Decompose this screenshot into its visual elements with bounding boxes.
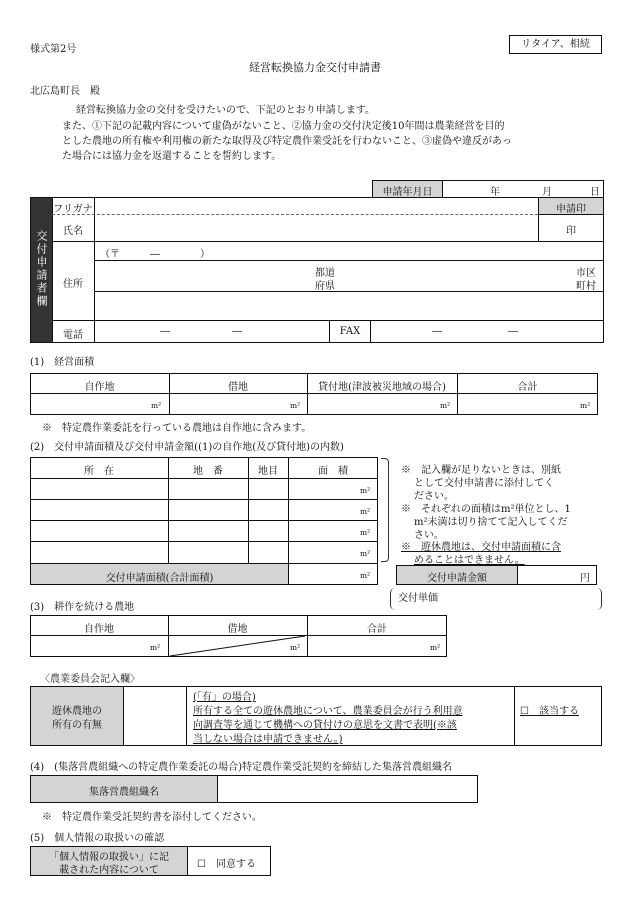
leased-land-input[interactable] — [170, 394, 288, 414]
postal-code: （〒 ― ） — [100, 249, 210, 260]
col-location: 所 在 — [84, 466, 114, 477]
committee-text-3: 向調査等を通じて機構への貸付けの意思を文書で表明(※該 — [193, 720, 457, 731]
name-label: 氏名 — [63, 226, 83, 237]
document-title: 経営転換協力金交付申請書 — [249, 61, 381, 74]
unit-m2: m² — [580, 401, 591, 410]
committee-heading: 〈農業委員会記入欄〉 — [40, 674, 140, 685]
note2-line1: ※ それぞれの面積はm²単位とし、1 — [401, 504, 571, 515]
prefecture-label-1: 都道 — [315, 268, 335, 279]
phone-label: 電話 — [63, 330, 83, 341]
unit-m2: m² — [290, 643, 301, 652]
col-own-land: 自作地 — [84, 624, 114, 635]
note3-line2: めることはできません。 — [414, 555, 525, 566]
idle-land-input[interactable] — [124, 687, 186, 745]
privacy-label-2: 載された内容について — [59, 865, 159, 876]
address-field[interactable] — [95, 261, 603, 319]
fax-dash-2: ― — [508, 326, 518, 337]
unit-m2: m² — [360, 507, 371, 516]
unit-m2: m² — [360, 486, 371, 495]
seal-label: 申請印 — [556, 204, 586, 215]
diagonal-slash — [168, 635, 307, 657]
section4-heading: (4) (集落営農組織への特定農作業委託の場合)特定農作業受託契約を締結した集落営農組織名 — [30, 762, 452, 773]
col-leased-land: 借地 — [227, 624, 248, 635]
col-total: 合計 — [517, 382, 538, 393]
date-month: 月 — [542, 187, 552, 198]
committee-text-2: 所有する全ての遊休農地について、農業委員会が行う利用意 — [193, 706, 463, 717]
section3-heading: (3) 耕作を続ける農地 — [30, 602, 135, 613]
phone-dash-1: ― — [160, 326, 170, 337]
col-total: 合計 — [367, 624, 387, 635]
amount-input[interactable] — [518, 566, 578, 584]
furigana-field[interactable] — [95, 198, 537, 214]
unit-m2: m² — [290, 401, 301, 410]
unit-m2: m² — [360, 549, 371, 558]
col-own-land: 自作地 — [84, 382, 115, 393]
unit-m2: m² — [150, 643, 161, 652]
total-area-label: 交付申請面積(合計面積) — [105, 573, 214, 584]
form-number: 様式第2号 — [30, 44, 77, 55]
intro-line-4: た場合には協力金を返還することを誓約します。 — [62, 151, 282, 162]
note2-line3: さい。 — [414, 530, 444, 541]
section2-heading: (2) 交付申請面積及び交付申請金額((1)の自作地(及び貸付地)の内数) — [30, 442, 344, 453]
land-rows-input-area[interactable] — [31, 479, 377, 563]
idle-land-label-1: 遊休農地の — [52, 706, 102, 717]
city-label-2: 町村 — [576, 281, 596, 292]
idle-land-label-2: 所有の有無 — [52, 720, 102, 731]
unit-m2: m² — [440, 401, 451, 410]
fax-dash-1: ― — [432, 326, 442, 337]
city-label-1: 市区 — [576, 268, 596, 279]
category-badge: リタイア、相続 — [509, 35, 602, 54]
col-land-category: 地目 — [258, 466, 278, 477]
section1-note: ※ 特定農作業委託を行っている農地は自作地に含みます。 — [42, 423, 312, 434]
unit-m2: m² — [430, 643, 441, 652]
own-land-input[interactable] — [31, 394, 149, 414]
total-input[interactable] — [458, 394, 578, 414]
committee-text-4: 当しない場合は申請できません。) — [193, 734, 343, 745]
section5-heading: (5) 個人情報の取扱いの確認 — [30, 833, 165, 844]
name-field[interactable] — [95, 215, 537, 241]
prefecture-label-2: 府県 — [315, 281, 335, 292]
date-year: 年 — [490, 187, 500, 198]
furigana-label: フリガナ — [53, 204, 93, 215]
note1-line2: として交付申請書に添付してく — [414, 478, 554, 489]
intro-line-1: 経営転換協力金の交付を受けたいので、下記のとおり申請します。 — [76, 105, 375, 116]
amount-label: 交付申請金額 — [427, 573, 487, 584]
unit-price-label: 交付単価 — [398, 593, 438, 604]
applicant-side-label: 交付申請者欄 — [35, 230, 48, 308]
date-day: 日 — [590, 187, 600, 198]
note2-line2: m²未満は切り捨てて記入してくだ — [414, 517, 568, 528]
unit-m2: m² — [360, 528, 371, 537]
col-leased-land: 借地 — [228, 382, 248, 393]
addressee: 北広島町長 殿 — [30, 86, 100, 97]
applicable-checkbox[interactable]: ☐ 該当する — [520, 706, 579, 717]
section4-note: ※ 特定農作業受託契約書を添付してください。 — [42, 812, 262, 823]
privacy-label-1: 「個人情報の取扱い」に記 — [49, 852, 169, 863]
continued-total-input[interactable] — [308, 636, 428, 656]
intro-line-3: とした農地の所有権や利用権の新たな取得及び特定農作業受託を行わないこと、③虚偽や違反があっ — [62, 136, 512, 147]
yen-unit: 円 — [580, 573, 590, 584]
committee-text-1: (「有」の場合) — [193, 692, 256, 703]
organization-name-input[interactable] — [218, 776, 477, 802]
phone-dash-2: ― — [232, 326, 242, 337]
section1-heading: (1) 経営面積 — [30, 357, 95, 368]
note1-line1: ※ 記入欄が足りないときは、別紙 — [401, 465, 561, 476]
agree-checkbox[interactable]: ☐ 同意する — [197, 859, 256, 870]
notes-bracket — [381, 458, 389, 562]
seal-mark: 印 — [566, 226, 576, 237]
note3-line1: ※ 遊休農地は、交付申請面積に含 — [401, 542, 561, 553]
lent-land-input[interactable] — [308, 394, 438, 414]
address-label: 住所 — [63, 279, 83, 290]
continued-own-input[interactable] — [31, 636, 149, 656]
fax-label: FAX — [339, 326, 361, 337]
unit-m2: m² — [360, 571, 371, 580]
intro-line-2: また、①下記の記載内容について虚偽がないこと、②協力金の交付決定後10年間は農業経営を目的 — [62, 121, 505, 132]
note1-line3: ださい。 — [414, 491, 454, 502]
date-label: 申請年月日 — [382, 187, 433, 198]
col-lot-number: 地 番 — [193, 466, 223, 477]
col-lent-land: 貸付地(津波被災地域の場合) — [318, 382, 446, 393]
unit-m2: m² — [151, 401, 162, 410]
organization-label: 集落営農組織名 — [89, 787, 159, 798]
col-area: 面 積 — [318, 466, 348, 477]
